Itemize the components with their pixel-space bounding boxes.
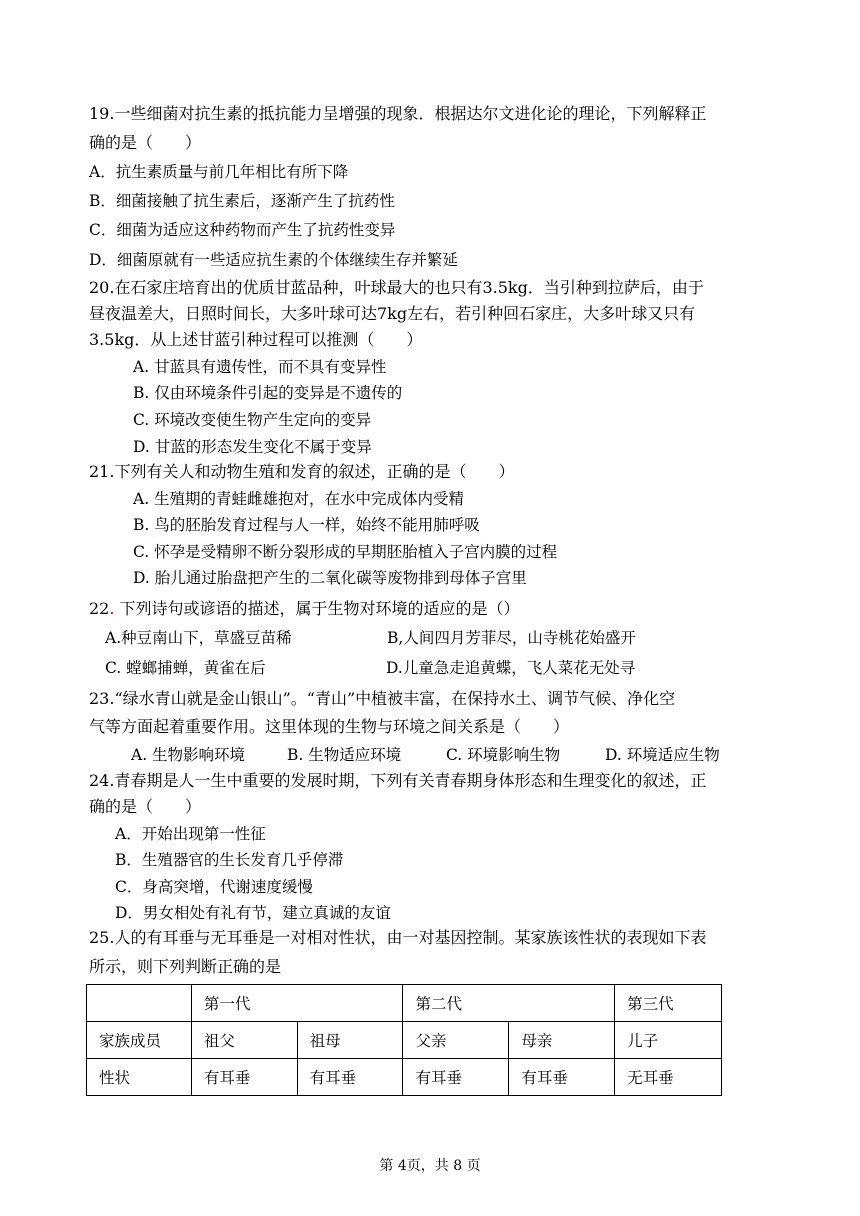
table-cell-member: 父亲 <box>403 1022 509 1059</box>
q25-stem-line2: 所示，则下列判断正确的是 <box>89 957 282 976</box>
q22-stem: 下列诗句或谚语的描述，属于生物对环境的适应的是（） <box>114 599 520 618</box>
q19-stem-line2: 确的是（ ） <box>89 133 202 152</box>
q22-number: 22 <box>89 599 110 618</box>
q22-option-d: D.儿童急走追黄蝶，飞人菜花无处寻 <box>386 659 636 677</box>
q20-option-c: C. 环境改变使生物产生定向的变异 <box>133 411 372 429</box>
q21-option-b: B. 鸟的胚胎发育过程与人一样，始终不能用肺呼吸 <box>133 516 480 534</box>
q21-option-a: A. 生殖期的青蛙雌雄抱对，在水中完成体内受精 <box>133 490 465 508</box>
table-cell-trait: 无耳垂 <box>615 1059 722 1096</box>
page-footer: 第 4页，共 8 页 <box>379 1158 481 1174</box>
q23-option-a: A. 生物影响环境 <box>131 746 246 764</box>
q25-stem-line1: 25.人的有耳垂与无耳垂是一对相对性状，由一对基因控制。某家族该性状的表现如下表 <box>89 928 707 947</box>
q20-stem-line2: 昼夜温差大，日照时间长，大多叶球可达7kg左右，若引种回石家庄，大多叶球又只有 <box>89 304 696 323</box>
q24-option-d: D．男女相处有礼有节，建立真诚的友谊 <box>115 904 391 922</box>
q24-option-b: B．生殖器官的生长发育几乎停滞 <box>115 851 344 869</box>
q24-stem-line2: 确的是（ ） <box>89 797 202 816</box>
table-cell-trait: 有耳垂 <box>403 1059 509 1096</box>
q23-stem-line2: 气等方面起着重要作用。这里体现的生物与环境之间关系是（ ） <box>89 717 570 736</box>
q19-option-a: A．抗生素质量与前几年相比有所下降 <box>89 163 349 181</box>
q19-option-c: C．细菌为适应这种药物而产生了抗药性变异 <box>89 221 396 239</box>
table-cell-trait: 有耳垂 <box>297 1059 403 1096</box>
q19-option-b: B．细菌接触了抗生素后，逐渐产生了抗药性 <box>89 192 395 210</box>
q23-option-d: D. 环境适应生物 <box>605 746 720 764</box>
q22-dot: . <box>109 599 115 618</box>
table-cell-member: 儿子 <box>615 1022 722 1059</box>
q22-option-a: A.种豆南山下，草盛豆苗稀 <box>105 629 292 647</box>
q19-option-d: D．细菌原就有一些适应抗生素的个体继续生存并繁延 <box>89 251 458 269</box>
table-cell-member: 祖父 <box>191 1022 297 1059</box>
q21-option-d: D. 胎儿通过胎盘把产生的二氧化碳等废物排到母体子宫里 <box>133 569 527 587</box>
table-row-members <box>87 1022 722 1059</box>
q24-stem-line1: 24.青春期是人一生中重要的发展时期，下列有关青春期身体形态和生理变化的叙述，正 <box>89 771 707 790</box>
table-cell-empty <box>87 985 192 1022</box>
table-row-traits <box>87 1059 722 1096</box>
q20-stem-line3: 3.5kg．从上述甘蓝引种过程可以推测（ ） <box>89 330 423 349</box>
table-cell-member: 母亲 <box>509 1022 615 1059</box>
table-cell-trait: 有耳垂 <box>191 1059 297 1096</box>
q23-option-b: B. 生物适应环境 <box>287 746 402 764</box>
q21-option-c: C. 怀孕是受精卵不断分裂形成的早期胚胎植入子宫内膜的过程 <box>133 543 558 561</box>
table-row-generations <box>87 985 722 1022</box>
table-cell-generation-2: 第二代 <box>403 985 615 1022</box>
q24-option-c: C．身高突增，代谢速度缓慢 <box>115 878 313 896</box>
q20-stem-line1: 20.在石家庄培育出的优质甘蓝品种，叶球最大的也只有3.5kg．当引种到拉萨后，由于 <box>89 278 704 297</box>
table-cell-members-label: 家族成员 <box>87 1022 192 1059</box>
table-cell-trait-label: 性状 <box>87 1059 192 1096</box>
q22-stem-line <box>89 599 520 619</box>
q23-option-c: C. 环境影响生物 <box>446 746 561 764</box>
q21-stem: 21.下列有关人和动物生殖和发育的叙述，正确的是（ ） <box>89 462 515 481</box>
q24-option-a: A．开始出现第一性征 <box>115 825 266 843</box>
q20-option-a: A. 甘蓝具有遗传性，而不具有变异性 <box>133 358 387 376</box>
table-cell-trait: 有耳垂 <box>509 1059 615 1096</box>
table-cell-member: 祖母 <box>297 1022 403 1059</box>
q22-option-c: C. 螳螂捕蝉，黄雀在后 <box>105 659 266 677</box>
q22-option-b: B,人间四月芳菲尽，山寺桃花始盛开 <box>387 629 636 647</box>
family-trait-table <box>86 984 722 1096</box>
q23-stem-line1: 23.“绿水青山就是金山银山”。“青山”中植被丰富，在保持水土、调节气候、净化空 <box>89 689 676 708</box>
q19-stem-line1: 19.一些细菌对抗生素的抵抗能力呈增强的现象．根据达尔文进化论的理论，下列解释正 <box>89 104 707 123</box>
q20-option-d: D. 甘蓝的形态发生变化不属于变异 <box>133 438 372 456</box>
table-cell-generation-1: 第一代 <box>191 985 403 1022</box>
table-cell-generation-3: 第三代 <box>615 985 722 1022</box>
q20-option-b: B. 仅由环境条件引起的变异是不遗传的 <box>133 384 403 402</box>
